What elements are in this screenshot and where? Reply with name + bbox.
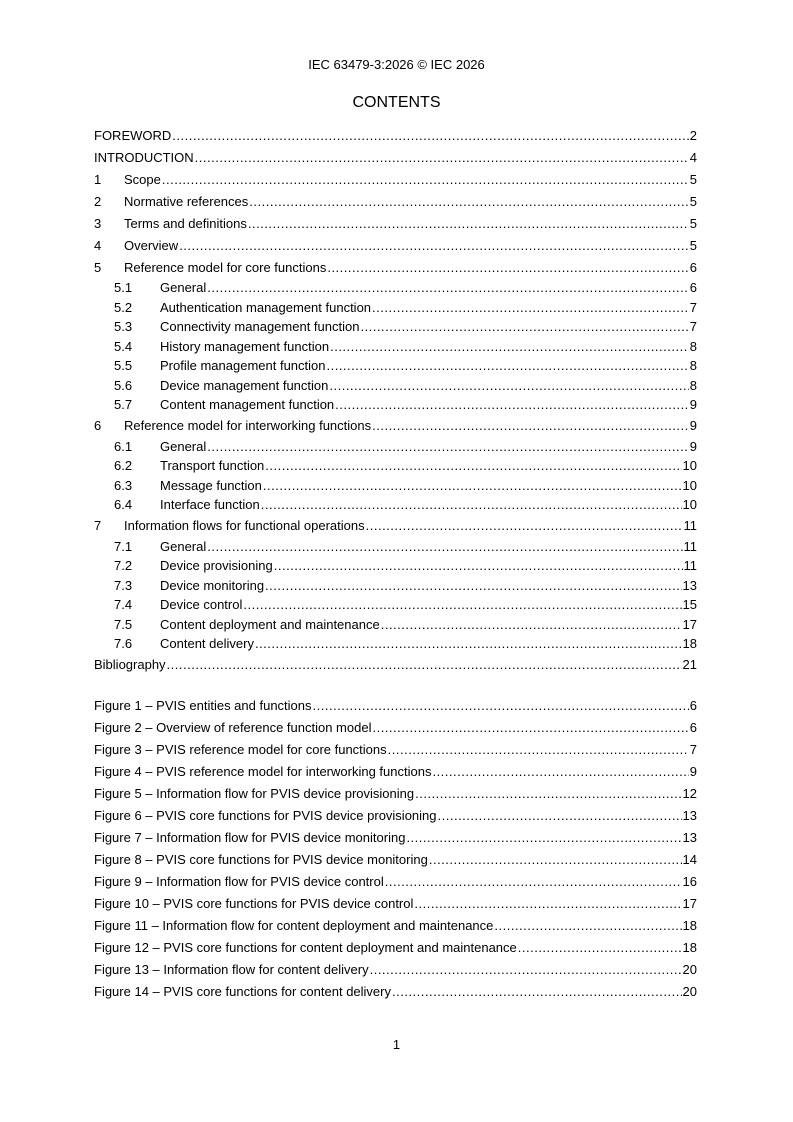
dot-leader xyxy=(326,358,688,373)
toc-entry-page: 9 xyxy=(689,397,697,413)
dot-leader xyxy=(248,216,689,231)
dot-leader xyxy=(414,896,681,911)
toc-entry-title: Content delivery xyxy=(160,636,254,652)
dot-leader xyxy=(494,918,681,933)
dot-leader xyxy=(385,874,682,889)
figure-entry-page: 16 xyxy=(682,873,697,889)
dot-leader xyxy=(335,397,689,412)
dot-leader xyxy=(381,617,682,632)
page-title: CONTENTS xyxy=(352,94,441,111)
page-header: IEC 63479-3:2026 © IEC 2026 xyxy=(308,57,485,72)
toc-entry[interactable] xyxy=(94,515,697,537)
toc-entry-title: General xyxy=(160,438,207,454)
toc-entry-title: Scope xyxy=(124,171,161,187)
toc-entry[interactable] xyxy=(94,595,697,615)
toc-entry[interactable] xyxy=(94,476,697,496)
toc-entry-page: 7 xyxy=(689,299,697,315)
figure-entry-title: Figure 10 – PVIS core functions for PVIS device control xyxy=(94,895,414,911)
dot-leader xyxy=(388,742,689,757)
toc-entry-page: 21 xyxy=(682,657,697,672)
dot-leader xyxy=(429,852,682,867)
toc-entry-page: 11 xyxy=(683,538,697,554)
dot-leader xyxy=(432,764,688,779)
dot-leader xyxy=(392,984,682,999)
toc-entry-title: General xyxy=(160,538,207,554)
toc-entry-number: 7.3 xyxy=(114,577,133,593)
toc-entry-number: 7.2 xyxy=(114,558,133,574)
toc-entry[interactable] xyxy=(94,395,697,415)
dot-leader xyxy=(207,539,682,554)
figure-entry[interactable] xyxy=(94,914,697,936)
toc-entry-title: History management function xyxy=(160,338,330,354)
toc-entry-number: 6.1 xyxy=(114,438,133,454)
toc-entry-number: 5.7 xyxy=(114,397,133,413)
toc-entry[interactable] xyxy=(94,415,697,437)
dot-leader xyxy=(243,597,681,612)
toc-entry-page: 7 xyxy=(689,319,697,335)
toc-entry[interactable] xyxy=(94,356,697,376)
dot-leader xyxy=(372,720,688,735)
toc-entry-number: 7.6 xyxy=(114,636,133,652)
toc-entry-title: Interface function xyxy=(160,497,260,513)
toc-entry-number: 5.1 xyxy=(114,280,133,296)
figure-entry-page: 13 xyxy=(682,829,697,845)
toc-entry-page: 9 xyxy=(689,438,697,454)
figure-entry-title: Figure 4 – PVIS reference model for interworking functions xyxy=(94,763,432,779)
toc-entry-number: 5.5 xyxy=(114,358,133,374)
toc-entry-title: General xyxy=(160,280,207,296)
toc-entry-number: 5 xyxy=(94,259,102,275)
toc-entry[interactable] xyxy=(94,456,697,476)
toc-entry-page: 10 xyxy=(682,477,697,493)
toc-entry-title: Connectivity management function xyxy=(160,319,360,335)
toc-entry-page: 6 xyxy=(689,259,697,275)
figure-entry[interactable] xyxy=(94,870,697,892)
toc-entry-page: 10 xyxy=(682,458,697,474)
toc-entry-page: 10 xyxy=(682,497,697,513)
toc-entry-title: FOREWORD xyxy=(94,127,172,143)
toc-entry-page: 4 xyxy=(689,149,697,165)
toc-entry-page: 8 xyxy=(689,377,697,393)
toc-entry-page: 18 xyxy=(682,636,697,652)
toc-entry-number: 5.6 xyxy=(114,377,133,393)
figure-entry-page: 20 xyxy=(682,961,697,977)
toc-entry[interactable] xyxy=(94,234,697,256)
dot-leader xyxy=(313,698,689,713)
figure-entry-title: Figure 11 – Information flow for content deployment and maintenance xyxy=(94,917,494,933)
toc-entry-number: 7.1 xyxy=(114,538,133,554)
dot-leader xyxy=(438,808,682,823)
dot-leader xyxy=(249,194,688,209)
figure-entry-page: 20 xyxy=(682,983,697,999)
toc-entry-title: Device monitoring xyxy=(160,577,265,593)
dot-leader xyxy=(329,378,688,393)
toc-entry-title: Profile management function xyxy=(160,358,326,374)
figure-entry[interactable] xyxy=(94,958,697,980)
toc-entry-page: 2 xyxy=(689,127,697,143)
toc-entry-page: 13 xyxy=(682,577,697,593)
figure-entry[interactable] xyxy=(94,804,697,826)
toc-entry-page: 8 xyxy=(689,338,697,354)
dot-leader xyxy=(415,786,681,801)
toc-entry[interactable] xyxy=(94,634,697,654)
figure-entry-page: 18 xyxy=(682,939,697,955)
dot-leader xyxy=(263,478,682,493)
dot-leader xyxy=(360,319,688,334)
toc-entry[interactable] xyxy=(94,556,697,576)
toc-entry-number: 7.5 xyxy=(114,616,133,632)
toc-entry-title: Authentication management function xyxy=(160,299,372,315)
toc-entry-title: Reference model for interworking functions xyxy=(124,418,372,433)
figure-entry[interactable] xyxy=(94,760,697,782)
figure-entry[interactable] xyxy=(94,694,697,716)
toc-entry[interactable] xyxy=(94,278,697,298)
toc-entry-page: 9 xyxy=(689,418,697,433)
toc-entry-page: 11 xyxy=(683,558,697,574)
toc-entry-number: 6.2 xyxy=(114,458,133,474)
toc-entry-title: Information flows for functional operations xyxy=(124,518,365,533)
dot-leader xyxy=(372,300,689,315)
dot-leader xyxy=(207,280,689,295)
toc-entry-page: 17 xyxy=(682,616,697,632)
toc-entry[interactable] xyxy=(94,615,697,635)
toc-entry-number: 5.2 xyxy=(114,299,133,315)
figure-entry-title: Figure 12 – PVIS core functions for content deployment and maintenance xyxy=(94,939,517,955)
toc-entry[interactable] xyxy=(94,576,697,596)
toc-entry[interactable] xyxy=(94,537,697,557)
toc-entry-page: 11 xyxy=(683,518,697,533)
toc-entry-page: 5 xyxy=(689,237,697,253)
dot-leader xyxy=(195,150,689,165)
toc-entry[interactable] xyxy=(94,298,697,318)
figure-entry[interactable] xyxy=(94,716,697,738)
figure-entry-page: 6 xyxy=(689,697,697,713)
toc-entry-title: Bibliography xyxy=(94,657,166,672)
dot-leader xyxy=(274,558,683,573)
figure-entry[interactable] xyxy=(94,936,697,958)
toc-entry-page: 5 xyxy=(689,193,697,209)
toc-entry[interactable] xyxy=(94,495,697,515)
dot-leader xyxy=(255,636,682,651)
toc-entry[interactable] xyxy=(94,146,697,168)
toc-entry[interactable] xyxy=(94,337,697,357)
toc-entry[interactable] xyxy=(94,654,697,676)
toc-entry-number: 6.4 xyxy=(114,497,133,513)
toc-entry-number: 2 xyxy=(94,193,102,209)
dot-leader xyxy=(327,260,688,275)
toc-entry-number: 1 xyxy=(94,171,102,187)
figure-entry-title: Figure 5 – Information flow for PVIS device provisioning xyxy=(94,785,415,801)
dot-leader xyxy=(518,940,682,955)
toc-entry-number: 7.4 xyxy=(114,597,133,613)
toc-entry-page: 5 xyxy=(689,171,697,187)
figure-entry-title: Figure 8 – PVIS core functions for PVIS device monitoring xyxy=(94,851,428,867)
toc-entry-number: 6.3 xyxy=(114,477,133,493)
dot-leader xyxy=(330,339,689,354)
figure-entry[interactable] xyxy=(94,826,697,848)
toc-entry-page: 15 xyxy=(682,597,697,613)
toc-entry[interactable] xyxy=(94,124,697,146)
figure-entry[interactable] xyxy=(94,892,697,914)
toc-entry-number: 5.3 xyxy=(114,319,133,335)
toc-entry-title: Normative references xyxy=(124,193,249,209)
toc-entry-number: 4 xyxy=(94,237,102,253)
dot-leader xyxy=(167,657,682,672)
toc-entry-title: Transport function xyxy=(160,458,265,474)
figure-entry[interactable] xyxy=(94,782,697,804)
toc-entry-number: 6 xyxy=(94,418,102,433)
figure-entry[interactable] xyxy=(94,738,697,760)
figure-entry-title: Figure 14 – PVIS core functions for content delivery xyxy=(94,983,391,999)
figure-entry[interactable] xyxy=(94,848,697,870)
dot-leader xyxy=(179,238,689,253)
dot-leader xyxy=(366,518,683,533)
table-of-contents xyxy=(94,124,697,676)
figure-entry-page: 13 xyxy=(682,807,697,823)
figure-entry-page: 17 xyxy=(682,895,697,911)
toc-entry-title: Terms and definitions xyxy=(124,215,247,231)
dot-leader xyxy=(207,439,689,454)
figure-entry-page: 9 xyxy=(689,763,697,779)
page-number: 1 xyxy=(392,1037,401,1052)
dot-leader xyxy=(162,172,689,187)
figure-entry-page: 14 xyxy=(682,851,697,867)
toc-entry[interactable] xyxy=(94,190,697,212)
figure-entry-title: Figure 13 – Information flow for content delivery xyxy=(94,961,369,977)
toc-entry-page: 6 xyxy=(689,280,697,296)
list-of-figures xyxy=(94,694,697,1002)
toc-entry-number: 5.4 xyxy=(114,338,133,354)
toc-entry-title: Content deployment and maintenance xyxy=(160,616,380,632)
toc-entry[interactable] xyxy=(94,256,697,278)
figure-entry-page: 7 xyxy=(689,741,697,757)
toc-entry[interactable] xyxy=(94,168,697,190)
dot-leader xyxy=(265,458,681,473)
toc-entry-page: 5 xyxy=(689,215,697,231)
toc-entry[interactable] xyxy=(94,376,697,396)
figure-entry-page: 18 xyxy=(682,917,697,933)
figure-entry-title: Figure 6 – PVIS core functions for PVIS device provisioning xyxy=(94,807,437,823)
toc-entry[interactable] xyxy=(94,317,697,337)
figure-entry-page: 12 xyxy=(682,785,697,801)
toc-entry-number: 7 xyxy=(94,518,102,533)
dot-leader xyxy=(372,418,689,433)
toc-entry-title: Message function xyxy=(160,477,262,493)
figure-entry-title: Figure 3 – PVIS reference model for core functions xyxy=(94,741,387,757)
dot-leader xyxy=(370,962,682,977)
toc-entry-title: Device control xyxy=(160,597,243,613)
toc-entry-number: 3 xyxy=(94,215,102,231)
toc-entry-title: Device management function xyxy=(160,377,329,393)
toc-entry[interactable] xyxy=(94,212,697,234)
toc-entry-title: Content management function xyxy=(160,397,335,413)
figure-entry-title: Figure 7 – Information flow for PVIS device monitoring xyxy=(94,829,406,845)
figure-entry[interactable] xyxy=(94,980,697,1002)
figure-entry-title: Figure 2 – Overview of reference function model xyxy=(94,719,372,735)
toc-entry[interactable] xyxy=(94,437,697,457)
dot-leader xyxy=(406,830,681,845)
toc-entry-title: Device provisioning xyxy=(160,558,273,574)
toc-entry-page: 8 xyxy=(689,358,697,374)
toc-entry-title: Overview xyxy=(124,237,179,253)
toc-entry-title: Reference model for core functions xyxy=(124,259,327,275)
figure-entry-page: 6 xyxy=(689,719,697,735)
figure-entry-title: Figure 9 – Information flow for PVIS device control xyxy=(94,873,384,889)
dot-leader xyxy=(172,128,688,143)
toc-entry-title: INTRODUCTION xyxy=(94,149,194,165)
figure-entry-title: Figure 1 – PVIS entities and functions xyxy=(94,697,312,713)
dot-leader xyxy=(265,578,681,593)
dot-leader xyxy=(261,497,682,512)
